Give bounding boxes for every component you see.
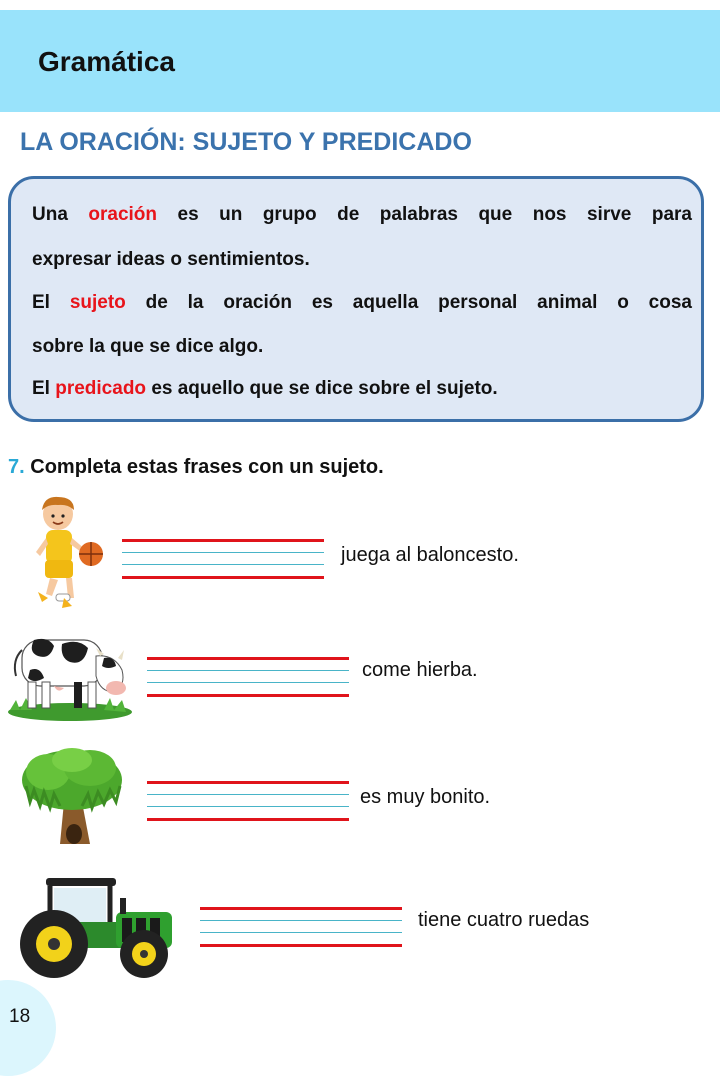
page-header-title: Gramática [38, 46, 175, 77]
tree-icon [20, 746, 126, 850]
term-oracion: oración [88, 204, 158, 225]
answer-lines-2[interactable] [147, 657, 349, 697]
definition-line-2: expresar ideas o sentimientos. [32, 249, 310, 270]
cow-icon [4, 626, 138, 722]
sentence-ending-3: es muy bonito. [360, 786, 491, 808]
definition-text: de la oración es aquella personal animal o cosa [125, 292, 692, 313]
page-number: 18 [9, 1006, 31, 1027]
answer-lines-4[interactable] [200, 907, 402, 947]
definition-line-predicado [32, 378, 692, 400]
exercise-instruction [8, 456, 384, 479]
term-predicado: predicado [55, 378, 147, 399]
definition-line-oracion [32, 204, 692, 226]
exercise-number: 7. [8, 456, 25, 478]
exercise-instruction-text: Completa estas frases con un sujeto. [24, 456, 384, 478]
definition-line-sujeto [32, 292, 692, 314]
term-sujeto: sujeto [69, 292, 126, 313]
definition-text: El [32, 292, 70, 313]
sentence-ending-4: tiene cuatro ruedas [418, 909, 590, 931]
answer-lines-3[interactable] [147, 781, 349, 821]
sentence-ending-1: juega al baloncesto. [341, 544, 519, 566]
definition-text: El [32, 378, 56, 399]
tractor-icon [16, 872, 182, 982]
definition-text: es un grupo de palabras que nos sirve para [157, 204, 692, 225]
answer-lines-1[interactable] [122, 539, 324, 579]
definition-text: Una [32, 204, 89, 225]
boy-basketball-icon [28, 494, 108, 616]
section-title: LA ORACIÓN: SUJETO Y PREDICADO [20, 128, 472, 156]
sentence-ending-2: come hierba. [362, 659, 478, 681]
definition-line-4: sobre la que se dice algo. [32, 336, 264, 357]
page-number-corner [0, 980, 56, 1076]
definition-text: es aquello que se dice sobre el sujeto. [146, 378, 498, 399]
